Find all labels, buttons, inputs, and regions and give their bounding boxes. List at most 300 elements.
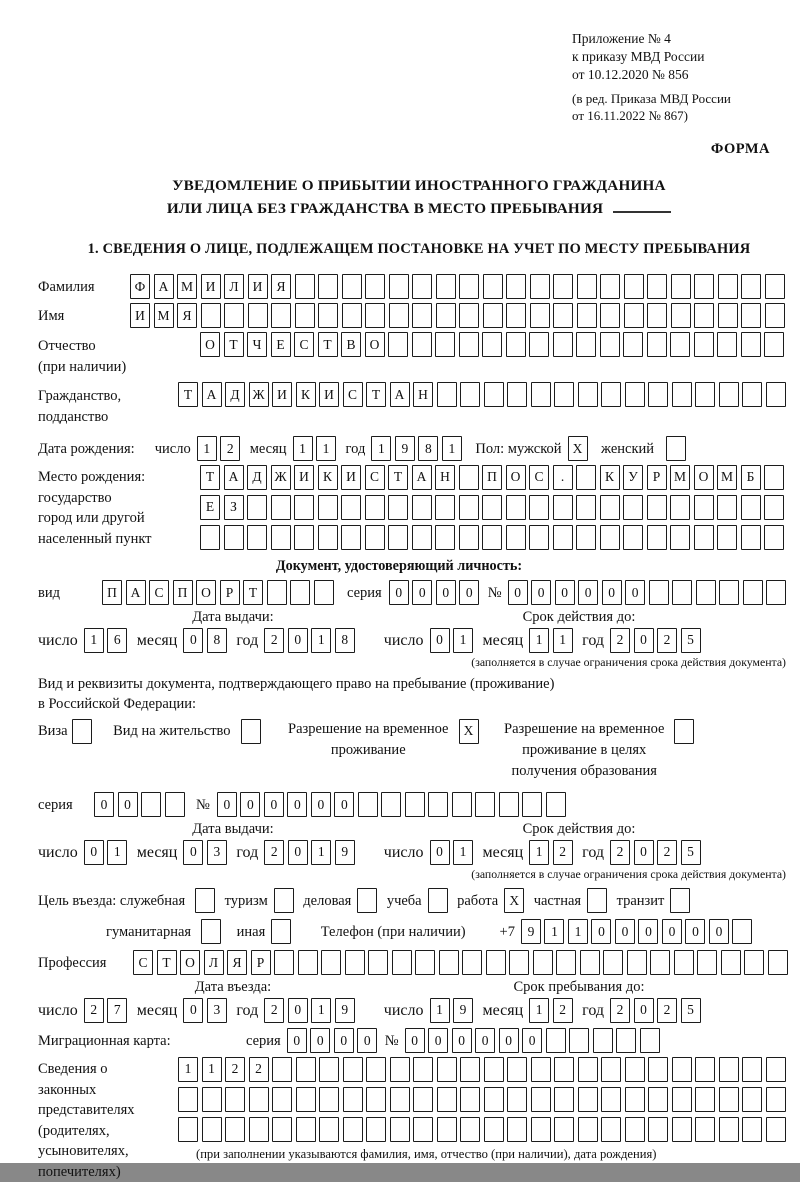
char-cell[interactable]: 0 <box>709 919 729 944</box>
char-cell[interactable] <box>623 495 643 520</box>
char-cell[interactable]: Д <box>247 465 267 490</box>
char-cell[interactable]: 8 <box>207 628 227 653</box>
char-cell[interactable]: О <box>196 580 216 605</box>
id-doc-series-input[interactable] <box>389 580 483 605</box>
char-cell[interactable]: 1 <box>453 628 473 653</box>
char-cell[interactable] <box>202 1087 222 1112</box>
char-cell[interactable] <box>742 382 762 407</box>
char-cell[interactable]: 1 <box>529 998 549 1023</box>
char-cell[interactable]: 0 <box>412 580 432 605</box>
stay-until-year-input[interactable] <box>610 998 704 1023</box>
char-cell[interactable]: 1 <box>311 998 331 1023</box>
entry-day-input[interactable] <box>84 998 131 1023</box>
char-cell[interactable] <box>695 1087 715 1112</box>
checkbox-cell[interactable]: X <box>459 719 479 744</box>
char-cell[interactable]: 1 <box>430 998 450 1023</box>
char-cell[interactable]: Л <box>204 950 224 975</box>
char-cell[interactable]: 9 <box>335 840 355 865</box>
representatives-line1[interactable] <box>178 1057 789 1082</box>
expiry-month-input[interactable] <box>529 628 576 653</box>
stay-expiry-year-input[interactable] <box>610 840 704 865</box>
char-cell[interactable] <box>764 495 784 520</box>
char-cell[interactable]: Т <box>157 950 177 975</box>
char-cell[interactable] <box>413 1117 433 1142</box>
char-cell[interactable] <box>319 1057 339 1082</box>
char-cell[interactable] <box>388 332 408 357</box>
char-cell[interactable] <box>554 1117 574 1142</box>
char-cell[interactable] <box>531 1057 551 1082</box>
char-cell[interactable] <box>649 580 669 605</box>
char-cell[interactable] <box>435 332 455 357</box>
char-cell[interactable] <box>506 525 526 550</box>
char-cell[interactable]: 1 <box>316 436 336 461</box>
char-cell[interactable]: 0 <box>84 840 104 865</box>
checkbox-cell[interactable]: X <box>568 436 588 461</box>
char-cell[interactable]: С <box>133 950 153 975</box>
char-cell[interactable] <box>601 1057 621 1082</box>
char-cell[interactable] <box>412 332 432 357</box>
char-cell[interactable] <box>648 1057 668 1082</box>
char-cell[interactable] <box>743 580 763 605</box>
issue-day-input[interactable] <box>84 628 131 653</box>
char-cell[interactable]: 0 <box>334 1028 354 1053</box>
char-cell[interactable] <box>742 1117 762 1142</box>
char-cell[interactable]: О <box>694 465 714 490</box>
char-cell[interactable] <box>670 332 690 357</box>
char-cell[interactable] <box>765 274 785 299</box>
char-cell[interactable]: Т <box>388 465 408 490</box>
char-cell[interactable] <box>554 1087 574 1112</box>
char-cell[interactable] <box>766 580 786 605</box>
char-cell[interactable] <box>415 950 435 975</box>
char-cell[interactable]: М <box>177 274 197 299</box>
char-cell[interactable]: 0 <box>634 998 654 1023</box>
char-cell[interactable] <box>267 580 287 605</box>
char-cell[interactable] <box>741 274 761 299</box>
stay-issue-day-input[interactable] <box>84 840 131 865</box>
char-cell[interactable]: И <box>272 382 292 407</box>
checkbox-cell[interactable] <box>72 719 92 744</box>
char-cell[interactable] <box>576 525 596 550</box>
char-cell[interactable]: Р <box>251 950 271 975</box>
char-cell[interactable] <box>507 1057 527 1082</box>
char-cell[interactable]: И <box>294 465 314 490</box>
char-cell[interactable]: С <box>343 382 363 407</box>
char-cell[interactable] <box>672 382 692 407</box>
char-cell[interactable] <box>247 525 267 550</box>
char-cell[interactable] <box>717 332 737 357</box>
char-cell[interactable] <box>766 1117 786 1142</box>
char-cell[interactable] <box>531 1087 551 1112</box>
char-cell[interactable] <box>435 525 455 550</box>
char-cell[interactable] <box>647 274 667 299</box>
char-cell[interactable] <box>529 525 549 550</box>
char-cell[interactable]: З <box>224 495 244 520</box>
char-cell[interactable] <box>413 1057 433 1082</box>
char-cell[interactable] <box>366 1087 386 1112</box>
char-cell[interactable]: Е <box>271 332 291 357</box>
char-cell[interactable] <box>766 382 786 407</box>
char-cell[interactable] <box>719 1117 739 1142</box>
char-cell[interactable]: 2 <box>610 840 630 865</box>
char-cell[interactable] <box>366 1117 386 1142</box>
char-cell[interactable]: А <box>202 382 222 407</box>
char-cell[interactable]: 0 <box>615 919 635 944</box>
char-cell[interactable] <box>721 950 741 975</box>
char-cell[interactable] <box>459 303 479 328</box>
char-cell[interactable] <box>459 525 479 550</box>
char-cell[interactable] <box>165 792 185 817</box>
char-cell[interactable]: 1 <box>553 628 573 653</box>
char-cell[interactable]: Т <box>200 465 220 490</box>
citizenship-input[interactable] <box>178 382 789 407</box>
char-cell[interactable]: 0 <box>217 792 237 817</box>
char-cell[interactable]: 0 <box>183 628 203 653</box>
char-cell[interactable]: У <box>623 465 643 490</box>
char-cell[interactable] <box>717 525 737 550</box>
char-cell[interactable]: 0 <box>591 919 611 944</box>
char-cell[interactable] <box>482 525 502 550</box>
char-cell[interactable] <box>623 332 643 357</box>
char-cell[interactable] <box>343 1057 363 1082</box>
char-cell[interactable] <box>717 495 737 520</box>
char-cell[interactable] <box>694 525 714 550</box>
char-cell[interactable] <box>224 303 244 328</box>
char-cell[interactable] <box>546 792 566 817</box>
char-cell[interactable] <box>439 950 459 975</box>
char-cell[interactable] <box>358 792 378 817</box>
char-cell[interactable]: Т <box>366 382 386 407</box>
char-cell[interactable] <box>719 580 739 605</box>
char-cell[interactable] <box>647 332 667 357</box>
stay-expiry-day-input[interactable] <box>430 840 477 865</box>
char-cell[interactable] <box>437 382 457 407</box>
char-cell[interactable] <box>295 274 315 299</box>
char-cell[interactable]: 1 <box>529 840 549 865</box>
char-cell[interactable] <box>578 382 598 407</box>
char-cell[interactable]: К <box>318 465 338 490</box>
char-cell[interactable]: 0 <box>508 580 528 605</box>
char-cell[interactable]: 6 <box>107 628 127 653</box>
char-cell[interactable] <box>648 1117 668 1142</box>
char-cell[interactable]: Т <box>243 580 263 605</box>
surname-input[interactable] <box>130 274 788 299</box>
char-cell[interactable] <box>623 525 643 550</box>
char-cell[interactable] <box>366 1057 386 1082</box>
char-cell[interactable]: 0 <box>288 998 308 1023</box>
char-cell[interactable] <box>616 1028 636 1053</box>
char-cell[interactable] <box>341 495 361 520</box>
char-cell[interactable] <box>600 525 620 550</box>
char-cell[interactable] <box>388 495 408 520</box>
char-cell[interactable] <box>271 495 291 520</box>
char-cell[interactable] <box>694 332 714 357</box>
stay-doc-number-input[interactable] <box>217 792 570 817</box>
char-cell[interactable] <box>290 580 310 605</box>
char-cell[interactable]: 0 <box>240 792 260 817</box>
char-cell[interactable]: П <box>482 465 502 490</box>
birth-month-input[interactable] <box>293 436 340 461</box>
char-cell[interactable]: Р <box>220 580 240 605</box>
char-cell[interactable] <box>765 303 785 328</box>
char-cell[interactable]: Я <box>271 274 291 299</box>
char-cell[interactable]: 0 <box>436 580 456 605</box>
char-cell[interactable] <box>141 792 161 817</box>
char-cell[interactable] <box>295 303 315 328</box>
stay-doc-series-input[interactable] <box>94 792 188 817</box>
char-cell[interactable]: 0 <box>288 628 308 653</box>
char-cell[interactable] <box>298 950 318 975</box>
char-cell[interactable]: О <box>365 332 385 357</box>
char-cell[interactable]: 1 <box>293 436 313 461</box>
stay-expiry-month-input[interactable] <box>529 840 576 865</box>
char-cell[interactable] <box>314 580 334 605</box>
char-cell[interactable] <box>484 1087 504 1112</box>
char-cell[interactable] <box>460 1087 480 1112</box>
char-cell[interactable]: 2 <box>657 998 677 1023</box>
char-cell[interactable] <box>178 1117 198 1142</box>
char-cell[interactable] <box>506 274 526 299</box>
char-cell[interactable] <box>672 1117 692 1142</box>
char-cell[interactable] <box>742 1087 762 1112</box>
char-cell[interactable] <box>460 1117 480 1142</box>
char-cell[interactable] <box>671 303 691 328</box>
char-cell[interactable] <box>719 1087 739 1112</box>
char-cell[interactable] <box>294 495 314 520</box>
char-cell[interactable]: М <box>670 465 690 490</box>
char-cell[interactable] <box>529 332 549 357</box>
char-cell[interactable] <box>437 1057 457 1082</box>
char-cell[interactable]: Ч <box>247 332 267 357</box>
checkbox-cell[interactable] <box>587 888 607 913</box>
char-cell[interactable] <box>741 332 761 357</box>
char-cell[interactable] <box>600 303 620 328</box>
char-cell[interactable] <box>388 525 408 550</box>
char-cell[interactable]: 1 <box>544 919 564 944</box>
char-cell[interactable] <box>318 303 338 328</box>
char-cell[interactable]: М <box>717 465 737 490</box>
entry-year-input[interactable] <box>264 998 358 1023</box>
stay-issue-year-input[interactable] <box>264 840 358 865</box>
char-cell[interactable] <box>413 1087 433 1112</box>
char-cell[interactable]: Д <box>225 382 245 407</box>
char-cell[interactable] <box>577 274 597 299</box>
char-cell[interactable] <box>670 495 690 520</box>
char-cell[interactable] <box>694 495 714 520</box>
char-cell[interactable] <box>412 525 432 550</box>
char-cell[interactable]: 0 <box>685 919 705 944</box>
char-cell[interactable]: С <box>365 465 385 490</box>
char-cell[interactable] <box>531 1117 551 1142</box>
char-cell[interactable]: 2 <box>610 628 630 653</box>
char-cell[interactable] <box>507 1087 527 1112</box>
expiry-day-input[interactable] <box>430 628 477 653</box>
purpose-study-checkbox[interactable] <box>428 888 452 913</box>
residence-permit-checkbox[interactable] <box>241 719 265 744</box>
char-cell[interactable]: К <box>600 465 620 490</box>
char-cell[interactable]: 2 <box>264 628 284 653</box>
char-cell[interactable] <box>428 792 448 817</box>
char-cell[interactable]: Е <box>200 495 220 520</box>
char-cell[interactable] <box>319 1117 339 1142</box>
char-cell[interactable]: 0 <box>357 1028 377 1053</box>
char-cell[interactable]: А <box>390 382 410 407</box>
char-cell[interactable] <box>522 792 542 817</box>
char-cell[interactable]: 1 <box>178 1057 198 1082</box>
migration-card-series-input[interactable] <box>287 1028 381 1053</box>
char-cell[interactable] <box>603 950 623 975</box>
char-cell[interactable] <box>435 495 455 520</box>
char-cell[interactable] <box>576 495 596 520</box>
char-cell[interactable] <box>249 1117 269 1142</box>
id-doc-number-input[interactable] <box>508 580 790 605</box>
char-cell[interactable]: 9 <box>521 919 541 944</box>
char-cell[interactable] <box>389 303 409 328</box>
char-cell[interactable] <box>531 382 551 407</box>
char-cell[interactable]: 3 <box>207 840 227 865</box>
char-cell[interactable] <box>225 1087 245 1112</box>
char-cell[interactable] <box>764 332 784 357</box>
char-cell[interactable]: 0 <box>531 580 551 605</box>
char-cell[interactable]: 0 <box>428 1028 448 1053</box>
char-cell[interactable]: 0 <box>430 628 450 653</box>
char-cell[interactable] <box>576 465 596 490</box>
char-cell[interactable] <box>412 303 432 328</box>
char-cell[interactable] <box>365 525 385 550</box>
char-cell[interactable] <box>272 1087 292 1112</box>
expiry-year-input[interactable] <box>610 628 704 653</box>
checkbox-cell[interactable] <box>274 888 294 913</box>
char-cell[interactable]: Т <box>224 332 244 357</box>
char-cell[interactable] <box>405 792 425 817</box>
char-cell[interactable] <box>696 580 716 605</box>
stay-until-month-input[interactable] <box>529 998 576 1023</box>
char-cell[interactable] <box>452 792 472 817</box>
char-cell[interactable]: 2 <box>553 998 573 1023</box>
char-cell[interactable] <box>296 1087 316 1112</box>
char-cell[interactable]: 0 <box>578 580 598 605</box>
firstname-input[interactable] <box>130 303 788 328</box>
char-cell[interactable] <box>459 465 479 490</box>
char-cell[interactable]: 2 <box>225 1057 245 1082</box>
char-cell[interactable] <box>625 382 645 407</box>
char-cell[interactable] <box>365 495 385 520</box>
char-cell[interactable] <box>625 1057 645 1082</box>
char-cell[interactable]: И <box>319 382 339 407</box>
char-cell[interactable]: 2 <box>553 840 573 865</box>
char-cell[interactable]: С <box>529 465 549 490</box>
char-cell[interactable] <box>499 792 519 817</box>
char-cell[interactable] <box>507 382 527 407</box>
patronymic-input[interactable] <box>200 332 788 357</box>
char-cell[interactable]: Т <box>318 332 338 357</box>
representatives-line3[interactable] <box>178 1117 789 1142</box>
char-cell[interactable]: 1 <box>197 436 217 461</box>
char-cell[interactable]: Ж <box>271 465 291 490</box>
char-cell[interactable]: 2 <box>264 998 284 1023</box>
char-cell[interactable] <box>647 303 667 328</box>
char-cell[interactable] <box>225 1117 245 1142</box>
char-cell[interactable] <box>274 950 294 975</box>
purpose-transit-checkbox[interactable] <box>670 888 694 913</box>
char-cell[interactable] <box>694 274 714 299</box>
checkbox-cell[interactable] <box>670 888 690 913</box>
char-cell[interactable]: П <box>173 580 193 605</box>
phone-input[interactable] <box>521 919 756 944</box>
birth-year-input[interactable] <box>371 436 465 461</box>
char-cell[interactable] <box>389 274 409 299</box>
char-cell[interactable]: Б <box>741 465 761 490</box>
char-cell[interactable] <box>368 950 388 975</box>
char-cell[interactable]: 5 <box>681 840 701 865</box>
char-cell[interactable] <box>459 495 479 520</box>
char-cell[interactable]: 1 <box>84 628 104 653</box>
char-cell[interactable]: 0 <box>459 580 479 605</box>
char-cell[interactable] <box>530 303 550 328</box>
char-cell[interactable]: 0 <box>638 919 658 944</box>
char-cell[interactable] <box>554 382 574 407</box>
char-cell[interactable] <box>578 1087 598 1112</box>
char-cell[interactable] <box>342 274 362 299</box>
char-cell[interactable] <box>365 303 385 328</box>
char-cell[interactable]: 0 <box>311 792 331 817</box>
issue-month-input[interactable] <box>183 628 230 653</box>
char-cell[interactable]: 0 <box>430 840 450 865</box>
char-cell[interactable] <box>695 1057 715 1082</box>
purpose-work-checkbox[interactable] <box>504 888 528 913</box>
char-cell[interactable] <box>553 303 573 328</box>
char-cell[interactable] <box>296 1057 316 1082</box>
char-cell[interactable] <box>390 1087 410 1112</box>
char-cell[interactable] <box>650 950 670 975</box>
char-cell[interactable]: 3 <box>207 998 227 1023</box>
purpose-humanitarian-checkbox[interactable] <box>201 919 225 944</box>
char-cell[interactable] <box>318 495 338 520</box>
char-cell[interactable] <box>459 332 479 357</box>
char-cell[interactable] <box>601 1087 621 1112</box>
char-cell[interactable] <box>624 303 644 328</box>
checkbox-cell[interactable] <box>241 719 261 744</box>
char-cell[interactable] <box>506 303 526 328</box>
char-cell[interactable]: 0 <box>389 580 409 605</box>
char-cell[interactable] <box>719 1057 739 1082</box>
char-cell[interactable]: 1 <box>311 628 331 653</box>
char-cell[interactable]: 0 <box>310 1028 330 1053</box>
char-cell[interactable] <box>627 950 647 975</box>
char-cell[interactable] <box>674 950 694 975</box>
char-cell[interactable] <box>718 303 738 328</box>
char-cell[interactable]: Н <box>413 382 433 407</box>
char-cell[interactable]: А <box>154 274 174 299</box>
char-cell[interactable]: Ж <box>249 382 269 407</box>
char-cell[interactable] <box>672 1057 692 1082</box>
char-cell[interactable]: 0 <box>288 840 308 865</box>
char-cell[interactable]: М <box>154 303 174 328</box>
char-cell[interactable] <box>272 1057 292 1082</box>
char-cell[interactable]: К <box>296 382 316 407</box>
char-cell[interactable]: 2 <box>264 840 284 865</box>
checkbox-cell[interactable] <box>428 888 448 913</box>
char-cell[interactable] <box>640 1028 660 1053</box>
char-cell[interactable]: 1 <box>371 436 391 461</box>
char-cell[interactable] <box>600 495 620 520</box>
char-cell[interactable] <box>345 950 365 975</box>
char-cell[interactable] <box>271 303 291 328</box>
char-cell[interactable] <box>341 525 361 550</box>
char-cell[interactable]: 2 <box>84 998 104 1023</box>
issue-year-input[interactable] <box>264 628 358 653</box>
checkbox-cell[interactable] <box>195 888 215 913</box>
